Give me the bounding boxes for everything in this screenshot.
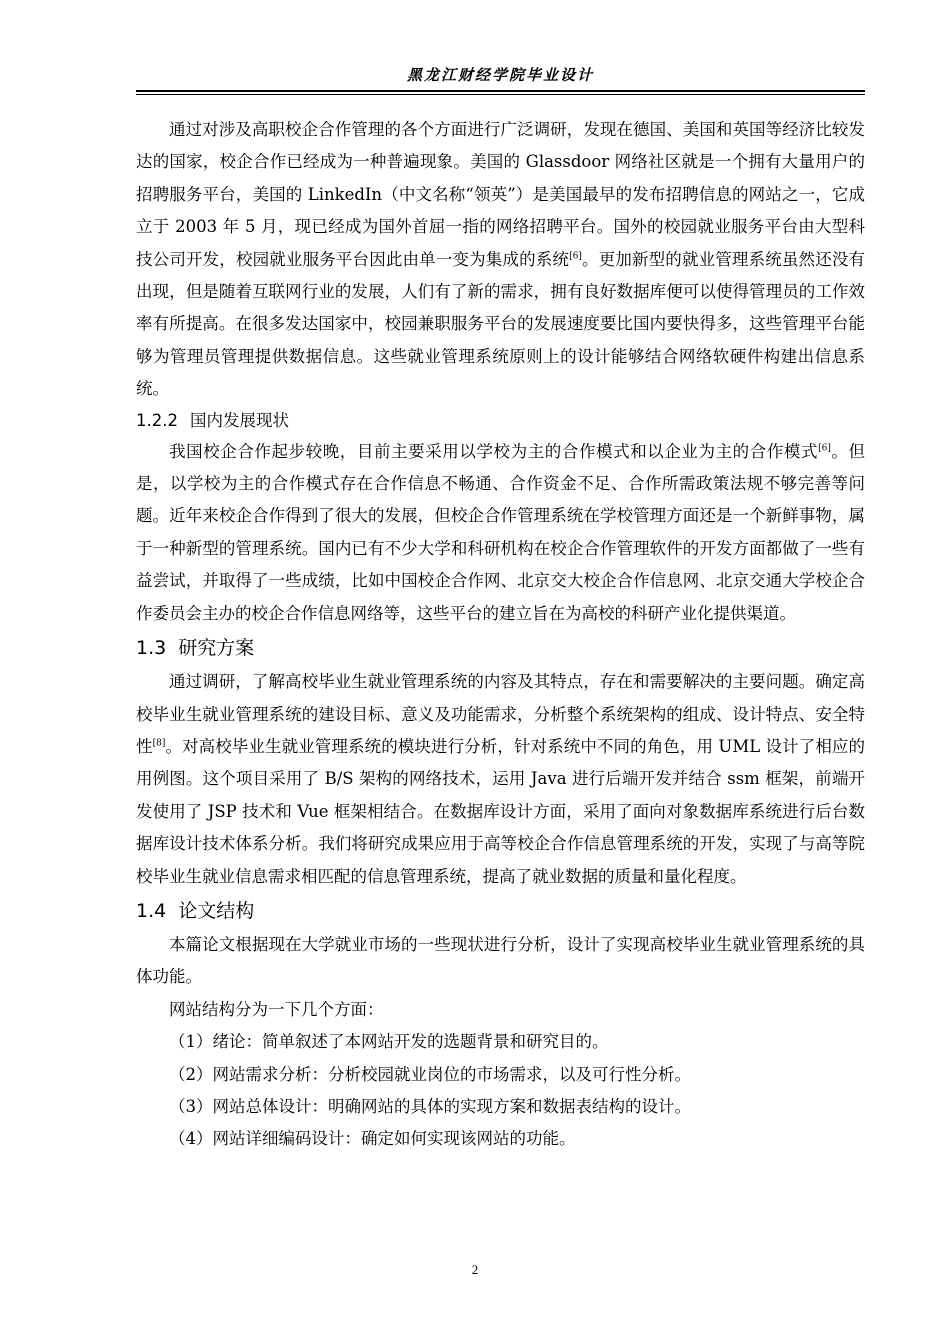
- header-divider: [136, 90, 865, 95]
- list-item: （2）网站需求分析：分析校园就业岗位的市场需求，以及可行性分析。: [169, 1064, 691, 1084]
- paragraph-text: 通过对涉及高职校企合作管理的各个方面进行广泛调研，发现在德国、美国和英国等经济比较发达的国家，校企合作已经成为一种普遍现象。美国的 Glassdoor 网络社区就是一个拥有大量用户的招聘服务平台，美国的 LinkedIn（中文名称“领英”）是美国最早的发布招聘信息的网站之一，它成立于 2003 年 5 月，现已经成为国外首屈一指的网络招聘平台。国外的校园就业服务平台由大型科技公司开发，校园就业服务平台因此由单一变为集成的系统: [136, 120, 865, 269]
- citation: [8]: [152, 738, 166, 749]
- section-heading-1-3: [136, 630, 865, 666]
- list-item: （4）网站详细编码设计：确定如何实现该网站的功能。: [169, 1129, 576, 1149]
- paragraph-text: 通过调研，了解高校毕业生就业管理系统的内容及其特点，存在和需要解决的主要问题。确定高校毕业生就业管理系统的建设目标、意义及功能需求，分析整个系统架构的组成、设计特点、安全特性: [136, 672, 865, 756]
- paragraph-text: 。对高校毕业生就业管理系统的模块进行分析，针对系统中不同的角色，用 UML 设计了相应的用例图。这个项目采用了 B/S 架构的网络技术，运用 Java 进行后端开发并结合 ssm 框架，前端开发使用了 JSP 技术和 Vue 框架相结合。在数据库设计方面，采用了面向对象数据库系统进行后台数据库设计技术体系分析。我们将研究成果应用于高等校企合作信息管理系统的开发，实现了与高等院校毕业生就业信息需求相匹配的信息管理系统，提高了就业数据的质量和量化程度。: [136, 736, 866, 886]
- paragraph-foreign-status: [136, 114, 865, 406]
- section-title: 论文结构: [178, 899, 255, 922]
- paragraph-text: 。但是，以学校为主的合作模式存在合作信息不畅通、合作资金不足、合作所需政策法规不够完善等问题。近年来校企合作得到了很大的发展，但校企合作管理系统在学校管理方面还是一个新鲜事物，属于一种新型的管理系统。国内已有不少大学和科研机构在校企合作管理软件的开发方面都做了一些有益尝试，并取得了一些成绩，比如中国校企合作网、北京交大校企合作信息网、北京交通大学校企合作委员会主办的校企合作信息网络等，这些平台的建立旨在为高校的科研产业化提供渠道。: [136, 441, 866, 623]
- paragraph-text: 。更加新型的就业管理系统虽然还没有出现，但是随着互联网行业的发展，人们有了新的需求，拥有良好数据库便可以使得管理员的工作效率有所提高。在很多发达国家中，校园兼职服务平台的发展速度要比国内要快得多，这些管理平台能够为管理员管理提供数据信息。这些就业管理系统原则上的设计能够结合网络软硬件构建出信息系统。: [136, 249, 866, 399]
- paragraph-text: 我国校企合作起步较晚，目前主要采用以学校为主的合作模式和以企业为主的合作模式: [169, 441, 819, 461]
- section-number: 1.3: [136, 637, 167, 660]
- list-item: （1）绪论：简单叙述了本网站开发的选题背景和研究目的。: [169, 1032, 609, 1052]
- page-number: 2: [471, 1262, 479, 1277]
- citation: [6]: [569, 251, 582, 262]
- paragraph-site-structure: 网站结构分为一下几个方面：: [169, 999, 384, 1019]
- citation: [6]: [818, 443, 831, 454]
- page-body: [136, 114, 865, 1156]
- paragraph-thesis-structure: 本篇论文根据现在大学就业市场的一些现状进行分析，设计了实现高校毕业生就业管理系统的具体功能。: [136, 934, 865, 987]
- section-title: 研究方案: [178, 637, 255, 660]
- list-item: （3）网站总体设计：明确网站的具体的实现方案和数据表结构的设计。: [169, 1096, 691, 1116]
- section-heading-1-4: [136, 893, 865, 929]
- page-header: 黑龙江财经学院毕业设计: [406, 66, 594, 84]
- section-number: 1.4: [136, 899, 167, 922]
- section-heading-1-2-2: [136, 406, 865, 436]
- paragraph-research-plan: [136, 666, 865, 893]
- section-title: 国内发展现状: [189, 410, 289, 430]
- paragraph-domestic-status: [136, 436, 865, 630]
- section-number: 1.2.2: [136, 410, 178, 430]
